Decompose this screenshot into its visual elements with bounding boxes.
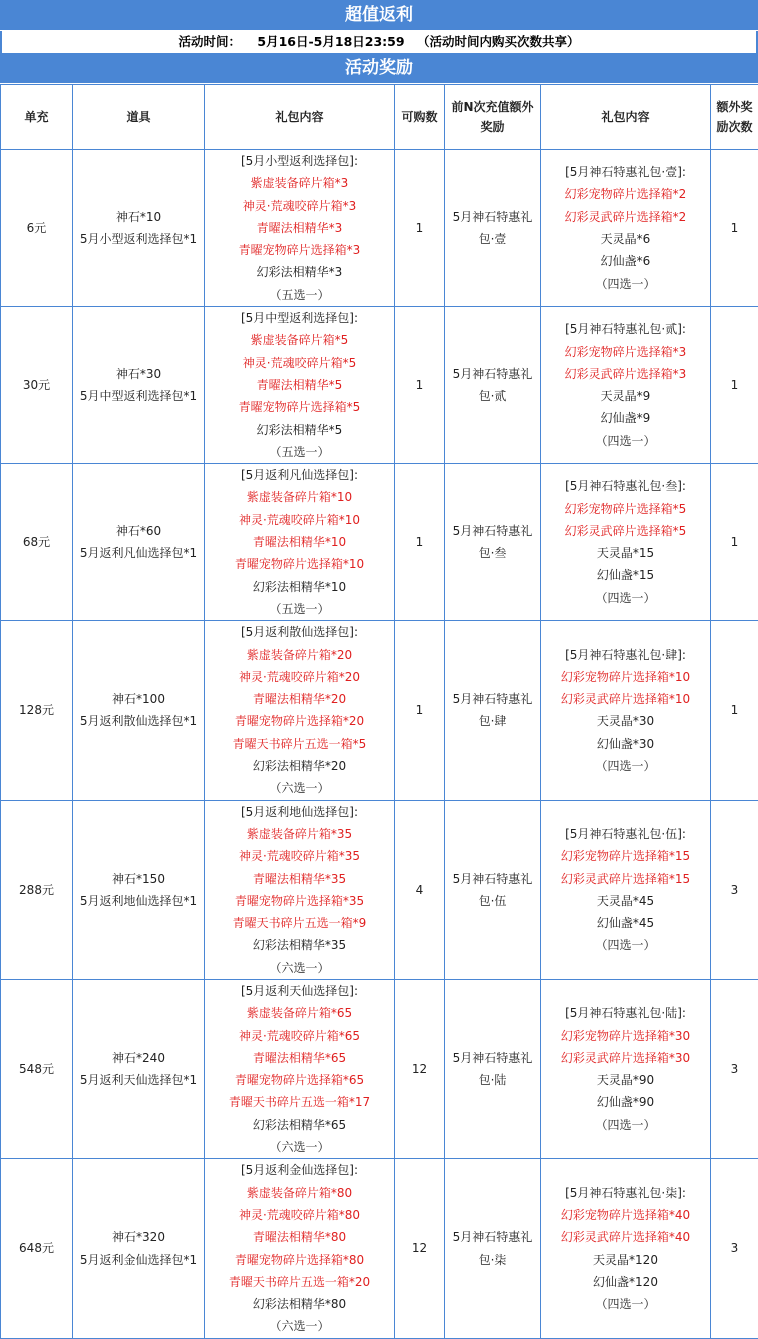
bonus-content-cell (541, 464, 711, 621)
bonus-content-cell (541, 800, 711, 979)
items-cell (73, 150, 205, 307)
table-row (1, 621, 758, 800)
bonus-content-line: [5月神石特惠礼包·贰]: (541, 318, 710, 340)
pack-content-line: 紫虚装备碎片箱*20 (205, 644, 394, 666)
item-line: 5月返利凡仙选择包*1 (73, 542, 204, 564)
header-charge: 单充 (1, 85, 73, 150)
item-line: 神石*60 (73, 520, 204, 542)
items-cell (73, 800, 205, 979)
table-row (1, 150, 758, 307)
bonus-content-line: 幻彩宠物碎片选择箱*40 (541, 1204, 710, 1226)
item-line: 神石*240 (73, 1047, 204, 1069)
pack-content-line: 紫虚装备碎片箱*5 (205, 329, 394, 351)
purchasable-count: 1 (395, 374, 444, 396)
bonus-content-line: 幻彩宠物碎片选择箱*3 (541, 341, 710, 363)
header-bonus: 前N次充值额外奖励 (445, 85, 541, 150)
pack-content-line: 神灵·荒魂咬碎片箱*10 (205, 509, 394, 531)
bonus-content-line: 幻彩宠物碎片选择箱*10 (541, 666, 710, 688)
bonus-content-line: 幻彩灵武碎片选择箱*3 (541, 363, 710, 385)
bonus-content-line: 天灵晶*45 (541, 890, 710, 912)
bonus-content-line: 幻仙盏*120 (541, 1271, 710, 1293)
table-header-row (1, 85, 758, 150)
header-bonus-content: 礼包内容 (541, 85, 711, 150)
pack-content-line: 青曜法相精华*65 (205, 1047, 394, 1069)
bonus-content-line: 幻彩灵武碎片选择箱*15 (541, 868, 710, 890)
pack-content-line: 幻彩法相精华*5 (205, 419, 394, 441)
purchasable-cell (395, 307, 445, 464)
pack-content-line: 幻彩法相精华*80 (205, 1293, 394, 1315)
bonus-times-cell (711, 464, 758, 621)
bonus-content-line: 幻彩灵武碎片选择箱*2 (541, 206, 710, 228)
bonus-content-line: [5月神石特惠礼包·柒]: (541, 1182, 710, 1204)
charge-amount: 68元 (1, 531, 72, 553)
bonus-content-line: 幻仙盏*90 (541, 1091, 710, 1113)
header-purchasable: 可购数 (395, 85, 445, 150)
items-cell (73, 1159, 205, 1338)
bonus-content-line: （四选一） (541, 934, 710, 956)
bonus-content-line: [5月神石特惠礼包·陆]: (541, 1002, 710, 1024)
bonus-content-line: 幻彩宠物碎片选择箱*5 (541, 498, 710, 520)
bonus-content-line: [5月神石特惠礼包·壹]: (541, 161, 710, 183)
pack-content-line: 紫虚装备碎片箱*80 (205, 1182, 394, 1204)
pack-content-line: 青曜法相精华*80 (205, 1226, 394, 1248)
bonus-times-cell (711, 307, 758, 464)
pack-content-line: 神灵·荒魂咬碎片箱*5 (205, 352, 394, 374)
pack-content-line: 幻彩法相精华*20 (205, 755, 394, 777)
pack-content-cell (205, 621, 395, 800)
pack-content-cell (205, 979, 395, 1158)
pack-content-line: 紫虚装备碎片箱*35 (205, 823, 394, 845)
charge-amount: 128元 (1, 699, 72, 721)
pack-content-line: （六选一） (205, 1136, 394, 1158)
pack-content-line: [5月小型返利选择包]: (205, 150, 394, 172)
pack-content-line: 青曜宠物碎片选择箱*5 (205, 396, 394, 418)
bonus-content-line: 幻仙盏*45 (541, 912, 710, 934)
purchasable-cell (395, 979, 445, 1158)
purchasable-cell (395, 800, 445, 979)
bonus-content-cell (541, 621, 711, 800)
item-line: 5月返利散仙选择包*1 (73, 710, 204, 732)
bonus-content-line: （四选一） (541, 430, 710, 452)
pack-content-line: 青曜天书碎片五选一箱*20 (205, 1271, 394, 1293)
bonus-times-count: 3 (711, 1237, 758, 1259)
item-line: 5月返利地仙选择包*1 (73, 890, 204, 912)
table-row (1, 307, 758, 464)
pack-content-line: [5月返利散仙选择包]: (205, 621, 394, 643)
pack-content-line: 神灵·荒魂咬碎片箱*3 (205, 195, 394, 217)
bonus-name-line: 包·叁 (445, 542, 540, 564)
pack-content-line: 紫虚装备碎片箱*65 (205, 1002, 394, 1024)
bonus-content-line: 天灵晶*9 (541, 385, 710, 407)
items-cell (73, 979, 205, 1158)
purchasable-count: 1 (395, 217, 444, 239)
bonus-content-line: 幻仙盏*6 (541, 250, 710, 272)
purchasable-count: 1 (395, 699, 444, 721)
bonus-content-line: 幻仙盏*9 (541, 407, 710, 429)
pack-content-line: 青曜法相精华*10 (205, 531, 394, 553)
item-line: 神石*10 (73, 206, 204, 228)
bonus-content-line: （四选一） (541, 587, 710, 609)
pack-content-line: 神灵·荒魂咬碎片箱*35 (205, 845, 394, 867)
bonus-content-line: 幻仙盏*30 (541, 733, 710, 755)
pack-content-line: （五选一） (205, 441, 394, 463)
bonus-name-line: 包·柒 (445, 1249, 540, 1271)
bonus-cell (445, 307, 541, 464)
item-line: 5月小型返利选择包*1 (73, 228, 204, 250)
pack-content-line: [5月返利地仙选择包]: (205, 801, 394, 823)
pack-content-line: 青曜宠物碎片选择箱*65 (205, 1069, 394, 1091)
pack-content-line: 青曜宠物碎片选择箱*3 (205, 239, 394, 261)
bonus-content-line: 幻彩宠物碎片选择箱*2 (541, 183, 710, 205)
items-cell (73, 464, 205, 621)
bonus-name-line: 5月神石特惠礼 (445, 1226, 540, 1248)
pack-content-line: 青曜宠物碎片选择箱*10 (205, 553, 394, 575)
bonus-name-line: 5月神石特惠礼 (445, 520, 540, 542)
bonus-times-cell (711, 621, 758, 800)
pack-content-line: （六选一） (205, 777, 394, 799)
pack-content-cell (205, 1159, 395, 1338)
pack-content-line: （六选一） (205, 957, 394, 979)
pack-content-line: [5月返利天仙选择包]: (205, 980, 394, 1002)
item-line: 神石*320 (73, 1226, 204, 1248)
bonus-content-line: （四选一） (541, 1114, 710, 1136)
purchasable-cell (395, 150, 445, 307)
rewards-table (0, 84, 758, 1339)
bonus-times-cell (711, 979, 758, 1158)
bonus-times-count: 1 (711, 374, 758, 396)
purchasable-cell (395, 464, 445, 621)
item-line: 5月中型返利选择包*1 (73, 385, 204, 407)
pack-content-line: 青曜天书碎片五选一箱*5 (205, 733, 394, 755)
bonus-cell (445, 979, 541, 1158)
charge-cell (1, 1159, 73, 1338)
charge-cell (1, 979, 73, 1158)
table-row (1, 464, 758, 621)
bonus-content-line: （四选一） (541, 273, 710, 295)
pack-content-line: 幻彩法相精华*10 (205, 576, 394, 598)
purchasable-cell (395, 621, 445, 800)
bonus-content-cell (541, 307, 711, 464)
bonus-content-line: [5月神石特惠礼包·伍]: (541, 823, 710, 845)
pack-content-line: 紫虚装备碎片箱*10 (205, 486, 394, 508)
item-line: 神石*150 (73, 868, 204, 890)
pack-content-line: 青曜天书碎片五选一箱*17 (205, 1091, 394, 1113)
pack-content-line: 青曜法相精华*20 (205, 688, 394, 710)
bonus-name-line: 5月神石特惠礼 (445, 1047, 540, 1069)
purchasable-count: 1 (395, 531, 444, 553)
bonus-times-count: 1 (711, 531, 758, 553)
pack-content-line: 幻彩法相精华*3 (205, 261, 394, 283)
pack-content-cell (205, 800, 395, 979)
bonus-content-line: 幻彩宠物碎片选择箱*15 (541, 845, 710, 867)
bonus-content-cell (541, 1159, 711, 1338)
pack-content-line: 神灵·荒魂咬碎片箱*80 (205, 1204, 394, 1226)
header-items: 道具 (73, 85, 205, 150)
activity-time (0, 31, 758, 53)
bonus-times-cell (711, 800, 758, 979)
pack-content-line: [5月返利凡仙选择包]: (205, 464, 394, 486)
bonus-content-line: （四选一） (541, 1293, 710, 1315)
bonus-content-line: （四选一） (541, 755, 710, 777)
item-line: 5月返利天仙选择包*1 (73, 1069, 204, 1091)
pack-content-line: 青曜宠物碎片选择箱*35 (205, 890, 394, 912)
bonus-content-line: 幻彩灵武碎片选择箱*30 (541, 1047, 710, 1069)
pack-content-cell (205, 150, 395, 307)
charge-cell (1, 464, 73, 621)
activity-time-note: （活动时间内购买次数共享） (417, 34, 580, 49)
charge-amount: 288元 (1, 879, 72, 901)
purchasable-count: 12 (395, 1058, 444, 1080)
charge-amount: 30元 (1, 374, 72, 396)
pack-content-cell (205, 464, 395, 621)
bonus-content-cell (541, 150, 711, 307)
bonus-content-line: 幻彩灵武碎片选择箱*10 (541, 688, 710, 710)
purchasable-count: 4 (395, 879, 444, 901)
bonus-times-count: 1 (711, 217, 758, 239)
pack-content-line: 青曜宠物碎片选择箱*80 (205, 1249, 394, 1271)
bonus-name-line: 包·伍 (445, 890, 540, 912)
bonus-content-line: 天灵晶*120 (541, 1249, 710, 1271)
bonus-times-count: 1 (711, 699, 758, 721)
pack-content-line: 幻彩法相精华*65 (205, 1114, 394, 1136)
pack-content-line: 青曜天书碎片五选一箱*9 (205, 912, 394, 934)
pack-content-line: 青曜法相精华*3 (205, 217, 394, 239)
pack-content-line: 神灵·荒魂咬碎片箱*20 (205, 666, 394, 688)
item-line: 5月返利金仙选择包*1 (73, 1249, 204, 1271)
bonus-times-cell (711, 150, 758, 307)
bonus-name-line: 包·贰 (445, 385, 540, 407)
pack-content-line: [5月返利金仙选择包]: (205, 1159, 394, 1181)
bonus-times-cell (711, 1159, 758, 1338)
charge-amount: 6元 (1, 217, 72, 239)
bonus-content-line: 幻彩灵武碎片选择箱*40 (541, 1226, 710, 1248)
pack-content-line: （五选一） (205, 284, 394, 306)
items-cell (73, 621, 205, 800)
bonus-content-line: 幻仙盏*15 (541, 564, 710, 586)
charge-amount: 548元 (1, 1058, 72, 1080)
header-bonus-times: 额外奖励次数 (711, 85, 758, 150)
charge-cell (1, 307, 73, 464)
bonus-content-line: 天灵晶*90 (541, 1069, 710, 1091)
pack-content-cell (205, 307, 395, 464)
bonus-content-line: 天灵晶*15 (541, 542, 710, 564)
pack-content-line: 青曜宠物碎片选择箱*20 (205, 710, 394, 732)
bonus-name-line: 包·肆 (445, 710, 540, 732)
header-pack-content: 礼包内容 (205, 85, 395, 150)
bonus-cell (445, 464, 541, 621)
pack-content-line: 神灵·荒魂咬碎片箱*65 (205, 1025, 394, 1047)
table-row (1, 979, 758, 1158)
pack-content-line: 紫虚装备碎片箱*3 (205, 172, 394, 194)
page-title: 超值返利 (0, 0, 758, 31)
bonus-content-line: 幻彩灵武碎片选择箱*5 (541, 520, 710, 542)
bonus-name-line: 包·壹 (445, 228, 540, 250)
bonus-content-line: 幻彩宠物碎片选择箱*30 (541, 1025, 710, 1047)
pack-content-line: 青曜法相精华*35 (205, 868, 394, 890)
charge-amount: 648元 (1, 1237, 72, 1259)
bonus-times-count: 3 (711, 879, 758, 901)
bonus-name-line: 5月神石特惠礼 (445, 868, 540, 890)
bonus-name-line: 5月神石特惠礼 (445, 206, 540, 228)
table-row (1, 1159, 758, 1338)
table-body (1, 150, 758, 1339)
bonus-content-line: 天灵晶*6 (541, 228, 710, 250)
bonus-cell (445, 1159, 541, 1338)
bonus-name-line: 5月神石特惠礼 (445, 363, 540, 385)
bonus-times-count: 3 (711, 1058, 758, 1080)
activity-time-label: 活动时间： (179, 34, 242, 49)
bonus-cell (445, 621, 541, 800)
pack-content-line: 幻彩法相精华*35 (205, 934, 394, 956)
charge-cell (1, 150, 73, 307)
bonus-content-line: [5月神石特惠礼包·叁]: (541, 475, 710, 497)
section-title: 活动奖励 (0, 53, 758, 84)
pack-content-line: （六选一） (205, 1315, 394, 1337)
table-row (1, 800, 758, 979)
bonus-content-cell (541, 979, 711, 1158)
items-cell (73, 307, 205, 464)
purchasable-cell (395, 1159, 445, 1338)
bonus-cell (445, 800, 541, 979)
pack-content-line: [5月中型返利选择包]: (205, 307, 394, 329)
bonus-content-line: [5月神石特惠礼包·肆]: (541, 644, 710, 666)
activity-time-value: 5月16日-5月18日23:59 (257, 34, 404, 49)
purchasable-count: 12 (395, 1237, 444, 1259)
pack-content-line: 青曜法相精华*5 (205, 374, 394, 396)
bonus-cell (445, 150, 541, 307)
charge-cell (1, 621, 73, 800)
pack-content-line: （五选一） (205, 598, 394, 620)
item-line: 神石*30 (73, 363, 204, 385)
charge-cell (1, 800, 73, 979)
bonus-name-line: 5月神石特惠礼 (445, 688, 540, 710)
bonus-name-line: 包·陆 (445, 1069, 540, 1091)
bonus-content-line: 天灵晶*30 (541, 710, 710, 732)
item-line: 神石*100 (73, 688, 204, 710)
